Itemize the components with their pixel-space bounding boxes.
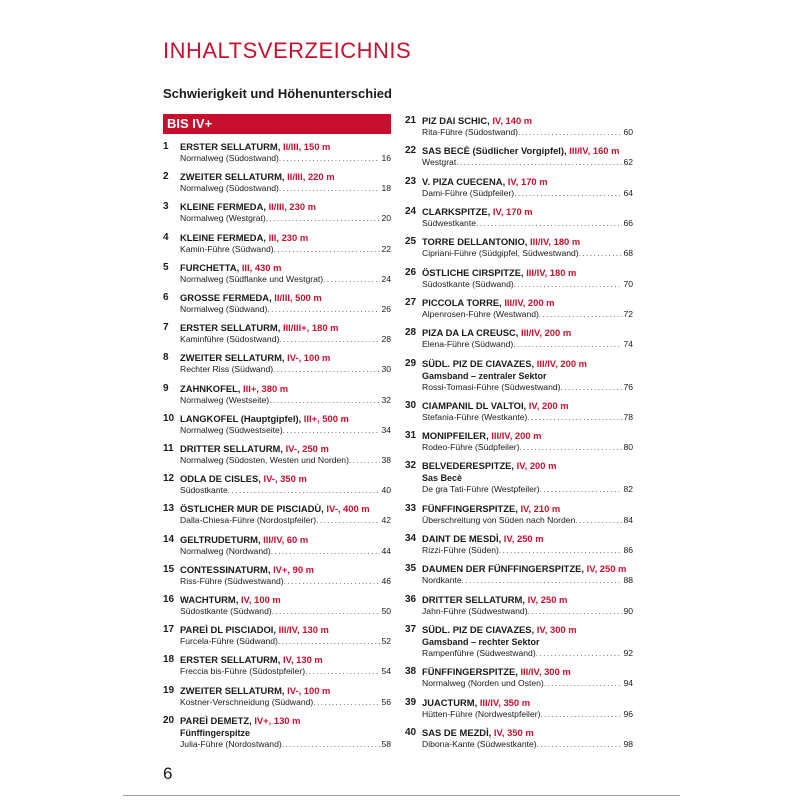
leader-dots: [272, 606, 381, 617]
entry-name: LANGKOFEL (Hauptgipfel),: [180, 412, 302, 424]
entry-grade: IV-, 250 m: [285, 443, 329, 455]
entry-grade: IV-, 100 m: [287, 352, 331, 364]
leader-dots: [266, 213, 381, 224]
entry-page: 96: [623, 708, 633, 719]
entry-route: Überschreitung von Süden nach Norden: [422, 514, 576, 525]
entry-number: 4: [163, 231, 169, 243]
entry-name: SÜDL. PIZ DE CIAVAZES,: [422, 624, 535, 635]
entry-grade: II/III, 220 m: [287, 171, 335, 183]
entry-name: PICCOLA TORRE,: [422, 296, 502, 308]
entry-grade: III+, 500 m: [303, 412, 349, 424]
entry-name: DRITTER SELLATURM,: [422, 593, 525, 605]
entry-route: Normalweg (Westgrat): [180, 213, 266, 224]
entry-name: DRITTER SELLATURM,: [180, 443, 283, 455]
entry-route: Furcela-Führe (Südwand): [180, 636, 278, 647]
entry-grade: IV, 300 m: [536, 624, 577, 635]
entry-number: 37: [405, 624, 417, 635]
leader-dots: [269, 395, 380, 406]
entry-number: 27: [405, 296, 417, 308]
entry-name: FÜNFFINGERSPITZE,: [422, 502, 518, 514]
leader-dots: [282, 739, 381, 750]
toc-entry[interactable]: [405, 726, 633, 750]
leader-dots: [284, 576, 381, 587]
entry-page: 18: [381, 183, 391, 194]
entry-grade: IV, 100 m: [240, 594, 281, 606]
entry-route: Julia-Führe (Nordostwand): [180, 738, 282, 749]
entry-grade: IV, 130 m: [282, 654, 323, 666]
entry-name: DAUMEN DER FÜNFFINGERSPITZE,: [422, 563, 584, 575]
leader-dots: [518, 127, 622, 138]
entry-number: 14: [163, 533, 175, 545]
leader-dots: [273, 364, 380, 375]
entry-number: 12: [163, 473, 175, 485]
entry-number: 18: [163, 654, 175, 666]
entry-grade: IV, 350 m: [493, 726, 534, 738]
entry-number: 17: [163, 624, 175, 636]
entry-number: 32: [405, 460, 417, 472]
leader-dots: [536, 648, 623, 659]
entry-grade: IV+, 130 m: [254, 714, 301, 726]
entry-route: Hütten-Führe (Nordwestpfeiler): [422, 708, 541, 719]
section-subtitle: Schwierigkeit und Höhenunterschied: [163, 86, 392, 101]
leader-dots: [349, 455, 380, 466]
entry-number: 23: [405, 175, 417, 187]
leader-dots: [561, 382, 623, 393]
entry-page: 94: [623, 678, 633, 689]
entry-number: 10: [163, 412, 175, 424]
entry-grade: III/IV, 130 m: [278, 624, 329, 636]
entry-name: FÜNFFINGERSPITZE,: [422, 666, 518, 678]
entry-name: WACHTURM,: [180, 594, 239, 606]
entry-name: ERSTER SELLATURM,: [180, 322, 281, 334]
entry-page: 66: [623, 217, 633, 228]
entry-page: 86: [623, 545, 633, 556]
entry-number: 36: [405, 593, 417, 605]
entry-name: ZWEITER SELLATURM,: [180, 352, 285, 364]
leader-dots: [323, 274, 380, 285]
entry-route: Südostkante: [180, 485, 228, 496]
entry-page: 80: [623, 442, 633, 453]
entry-grade: IV, 250 m: [503, 533, 544, 545]
entry-route: Rossi-Tomasi-Führe (Südwestwand): [422, 381, 561, 392]
toc-entry[interactable]: [405, 593, 633, 617]
toc-entry[interactable]: [163, 140, 391, 164]
entry-grade: III/IV, 200 m: [520, 327, 572, 339]
entry-name: GELTRUDETURM,: [180, 533, 261, 545]
toc-entry[interactable]: [163, 442, 391, 466]
toc-entry[interactable]: [405, 562, 633, 586]
entry-name: SÜDL. PIZ DE CIAVAZES,: [422, 357, 535, 369]
entry-number: 3: [163, 201, 169, 213]
entry-page: 24: [381, 273, 391, 284]
entry-page: 50: [381, 606, 391, 617]
entry-number: 7: [163, 322, 169, 334]
entry-grade: III/IV, 300 m: [520, 666, 571, 678]
entry-name: BELVEDERESPITZE,: [422, 460, 515, 472]
entry-number: 22: [405, 145, 417, 157]
entry-page: 16: [381, 153, 391, 163]
entry-route: Normalweg (Nordwand): [180, 545, 271, 556]
entry-name: ZWEITER SELLATURM,: [180, 171, 285, 183]
leader-dots: [271, 546, 381, 557]
entry-name: KLEINE FERMEDA,: [180, 201, 266, 213]
toc-column-left: [163, 114, 391, 750]
entry-route: Normalweg (Norden und Osten): [422, 678, 544, 689]
entry-grade: IV, 200 m: [528, 399, 569, 411]
entry-number: 39: [405, 696, 417, 708]
page-number: 6: [163, 764, 173, 783]
toc-entry[interactable]: [405, 235, 633, 259]
entry-name: ERSTER SELLATURM,: [180, 141, 281, 152]
leader-dots: [283, 425, 381, 436]
entry-route: Stefania-Führe (Westkante): [422, 411, 528, 422]
leader-dots: [499, 545, 623, 556]
entry-number: 30: [405, 399, 417, 411]
leader-dots: [527, 412, 622, 423]
entry-page: 56: [381, 696, 391, 707]
entry-number: 9: [163, 382, 169, 394]
entry-route: Kaminführe (Südostwand): [180, 334, 280, 345]
toc-entry[interactable]: [163, 563, 391, 587]
toc-entry[interactable]: [405, 144, 633, 168]
entry-page: 90: [623, 605, 633, 616]
entry-page: 58: [381, 738, 391, 749]
entry-number: 11: [163, 443, 174, 455]
entry-grade: III/IV, 60 m: [263, 533, 309, 545]
entry-extra: Gamsband – rechter Sektor: [422, 637, 540, 647]
entry-name: GROSSE FERMEDA,: [180, 292, 272, 304]
entry-grade: IV, 170 m: [492, 205, 533, 217]
entry-grade: III, 230 m: [268, 231, 309, 243]
entry-page: 70: [623, 278, 633, 289]
entry-route: Normalweg (Südosten, Westen und Norden): [180, 455, 349, 466]
entry-extra: Gamsband – zentraler Sektor: [422, 370, 547, 381]
entry-grade: IV+, 90 m: [273, 563, 314, 575]
entry-name: V. PIZA CUECENA,: [422, 175, 506, 187]
toc-entry[interactable]: [405, 326, 633, 350]
leader-dots: [537, 739, 623, 750]
leader-dots: [579, 248, 623, 259]
entry-route: Normalweg (Südwand): [180, 304, 268, 315]
entry-page: 60: [623, 127, 633, 137]
toc-entry[interactable]: [163, 502, 391, 526]
entry-grade: IV, 210 m: [520, 502, 561, 514]
toc-entry[interactable]: [405, 429, 633, 453]
entry-grade: III/III+, 180 m: [282, 322, 339, 334]
entry-name: ZAHNKOFEL,: [180, 382, 241, 394]
entry-number: 8: [163, 352, 169, 364]
entry-grade: IV, 170 m: [507, 175, 548, 187]
entry-page: 76: [623, 381, 633, 392]
entry-page: 40: [381, 485, 391, 496]
leader-dots: [540, 484, 623, 495]
entry-number: 16: [163, 594, 175, 606]
entry-number: 24: [405, 205, 417, 217]
entry-page: 68: [623, 248, 633, 259]
entry-name: TORRE DELLANTONIO,: [422, 236, 528, 248]
entry-name: JUACTURM,: [422, 696, 478, 708]
leader-dots: [278, 636, 381, 647]
leader-dots: [279, 153, 381, 164]
entry-name: ÖSTLICHE CIRSPITZE,: [422, 266, 524, 278]
entry-name: ÖSTLICHER MUR DE PISCIADÙ,: [180, 503, 324, 515]
entry-grade: III/IV, 180 m: [530, 236, 581, 248]
entry-number: 2: [163, 171, 169, 183]
entry-name: ERSTER SELLATURM,: [180, 654, 281, 666]
entry-page: 30: [381, 364, 391, 375]
entry-route: Elena-Führe (Südwand): [422, 339, 514, 350]
entry-number: 38: [405, 666, 417, 678]
entry-number: 33: [405, 502, 417, 514]
entry-page: 62: [623, 157, 633, 168]
entry-page: 54: [381, 666, 391, 677]
entry-route: Normalweg (Südflanke und Westgrat): [180, 273, 324, 284]
entry-grade: III+, 380 m: [243, 382, 289, 394]
toc-entry[interactable]: [405, 665, 633, 689]
entry-route: Kostner-Verschneidung (Südwand): [180, 696, 314, 707]
toc-entry[interactable]: [405, 357, 633, 393]
toc-entry[interactable]: [405, 459, 633, 495]
toc-entry[interactable]: [163, 382, 391, 406]
leader-dots: [228, 485, 381, 496]
toc-entry[interactable]: [163, 351, 391, 375]
entry-extra: Fünffingerspitze: [180, 727, 250, 738]
entry-name: CONTESSINATURM,: [180, 563, 271, 575]
toc-entry[interactable]: [163, 684, 391, 708]
entry-number: 28: [405, 327, 417, 339]
toc-entry[interactable]: [405, 399, 633, 423]
entry-grade: IV, 200 m: [516, 460, 557, 472]
entry-page: 38: [381, 455, 391, 466]
entry-number: 35: [405, 563, 417, 575]
leader-dots: [274, 244, 381, 255]
toc-entry[interactable]: [163, 231, 391, 255]
entry-grade: IV, 140 m: [492, 115, 533, 126]
entry-name: MONIPFEILER,: [422, 430, 489, 442]
entry-grade: III/IV, 350 m: [479, 696, 531, 708]
entry-name: ZWEITER SELLATURM,: [180, 684, 285, 696]
entry-number: 29: [405, 357, 417, 369]
entry-number: 19: [163, 684, 175, 696]
page-title: INHALTSVERZEICHNIS: [163, 38, 412, 63]
leader-dots: [313, 697, 380, 708]
leader-dots: [316, 515, 380, 526]
section-header: BIS IV+: [163, 114, 391, 134]
entry-page: 84: [623, 514, 633, 525]
entry-route: Dibona-Kante (Südwestkante): [422, 738, 537, 749]
entry-route: Riss-Führe (Südwestwand): [180, 575, 284, 586]
entry-page: 28: [381, 334, 391, 345]
entry-name: CLARKSPITZE,: [422, 205, 491, 217]
entry-number: 20: [163, 714, 175, 726]
entry-name: KLEINE FERMEDA,: [180, 231, 266, 243]
toc-entry[interactable]: [405, 296, 633, 320]
leader-dots: [476, 218, 622, 229]
leader-dots: [528, 606, 623, 617]
entry-grade: II/III, 500 m: [274, 292, 322, 304]
entry-number: 6: [163, 292, 169, 304]
entry-name: PAREÌ DEMETZ,: [180, 714, 252, 726]
entry-route: Rechter Riss (Südwand): [180, 364, 274, 375]
entry-name: FURCHETTA,: [180, 261, 240, 273]
entry-page: 22: [381, 243, 391, 254]
entry-route: Normalweg (Südostwand): [180, 183, 279, 194]
entry-route: Kamin-Führe (Südwand): [180, 243, 274, 254]
entry-page: 92: [623, 648, 633, 658]
entry-route: Rizzi-Führe (Süden): [422, 545, 499, 556]
entry-grade: IV-, 100 m: [287, 684, 331, 696]
leader-dots: [514, 279, 623, 290]
entry-grade: III/IV, 200 m: [491, 430, 542, 442]
entry-page: 98: [623, 738, 633, 749]
entry-name: PAREÌ DL PISCIADOI,: [180, 624, 277, 636]
entry-name: PIZA DA LA CREUSC,: [422, 327, 519, 339]
entry-page: 52: [381, 636, 391, 647]
entry-number: 40: [405, 726, 417, 738]
entry-grade: III/IV, 180 m: [526, 266, 577, 278]
entry-grade: IV-, 350 m: [263, 473, 307, 485]
toc-entry[interactable]: [405, 205, 633, 229]
toc-entry[interactable]: [163, 653, 391, 677]
toc-entry[interactable]: [163, 412, 391, 436]
entry-name: SAS DE MEZDÌ,: [422, 726, 492, 738]
leader-dots: [305, 666, 380, 677]
toc-entry[interactable]: [163, 593, 391, 617]
entry-name: SAS BECÈ (Südlicher Vorgipfel),: [422, 145, 567, 157]
entry-name: ODLA DE CISLES,: [180, 473, 261, 485]
entry-route: Normalweg (Südostwand): [180, 153, 279, 163]
toc-entry[interactable]: [405, 623, 633, 659]
toc-entry[interactable]: [163, 714, 391, 750]
leader-dots: [279, 183, 381, 194]
toc-entry[interactable]: [405, 696, 633, 720]
entry-name: PIZ DAI SCHIC,: [422, 115, 490, 126]
entry-number: 21: [405, 115, 417, 126]
entry-number: 1: [163, 141, 169, 152]
entry-page: 44: [381, 545, 391, 556]
entry-route: Nordkante: [422, 575, 462, 586]
entry-page: 26: [381, 304, 391, 315]
leader-dots: [514, 188, 622, 199]
toc-entry[interactable]: [163, 623, 391, 647]
entry-route: Normalweg (Westseite): [180, 394, 270, 405]
leader-dots: [462, 575, 623, 586]
toc-entry[interactable]: [405, 175, 633, 199]
entry-route: Rampenführe (Südwestwand): [422, 648, 536, 658]
entry-route: Südostkante (Südwand): [180, 606, 272, 617]
entry-grade: III/IV, 160 m: [569, 145, 620, 157]
toc-entry[interactable]: [163, 321, 391, 345]
entry-route: Cipriani-Führe (Südgipfel, Südwestwand): [422, 248, 579, 259]
entry-name: CIAMPANIL DL VALTOI,: [422, 399, 527, 411]
entry-page: 46: [381, 575, 391, 586]
entry-grade: III, 430 m: [241, 261, 282, 273]
entry-page: 42: [381, 515, 391, 526]
entry-route: Westgrat: [422, 157, 457, 168]
entry-route: Südostkante (Südwand): [422, 278, 514, 289]
entry-page: 78: [623, 411, 633, 422]
entry-page: 34: [381, 424, 391, 435]
entry-number: 13: [163, 503, 175, 515]
entry-route: Dami-Führe (Südpfeiler): [422, 187, 515, 198]
entry-page: 32: [381, 394, 391, 405]
entry-number: 5: [163, 261, 169, 273]
toc-entry[interactable]: [163, 261, 391, 285]
toc-entry[interactable]: [163, 472, 391, 496]
entry-route: Rita-Führe (Südostwand): [422, 127, 519, 137]
entry-route: Südwestkante: [422, 217, 476, 228]
entry-grade: II/III, 230 m: [268, 201, 316, 213]
entry-number: 25: [405, 236, 417, 248]
entry-page: 88: [623, 575, 633, 586]
toc-entry[interactable]: [163, 170, 391, 194]
entry-grade: IV, 250 m: [527, 593, 568, 605]
entry-route: Dalla-Chiesa-Führe (Nordostpfeiler): [180, 515, 317, 526]
leader-dots: [513, 339, 622, 350]
entry-number: 31: [405, 430, 417, 442]
entry-route: Rodeo-Führe (Südpfeiler): [422, 442, 520, 453]
entry-route: Alpenrosen-Führe (Westwand): [422, 308, 539, 319]
entry-page: 20: [381, 213, 391, 224]
entry-route: Normalweg (Südwestseite): [180, 424, 283, 435]
entry-route: Freccia bis-Führe (Südostpfeiler): [180, 666, 306, 677]
leader-dots: [279, 334, 380, 345]
bottom-rule: [123, 795, 680, 796]
entry-extra: Sas Becè: [422, 473, 463, 484]
leader-dots: [544, 678, 623, 689]
toc-entry[interactable]: [405, 266, 633, 290]
entry-route: De gra Tati-Führe (Westpfeiler): [422, 484, 540, 495]
entry-number: 34: [405, 533, 417, 545]
leader-dots: [267, 304, 380, 315]
entry-page: 64: [623, 187, 633, 198]
leader-dots: [519, 442, 622, 453]
toc-entry[interactable]: [163, 533, 391, 557]
entry-route: Jahn-Führe (Südwestwand): [422, 605, 528, 616]
leader-dots: [575, 515, 622, 526]
entry-grade: III/IV, 200 m: [536, 357, 587, 369]
entry-page: 82: [623, 484, 633, 495]
entry-page: 72: [623, 308, 633, 319]
toc-entry[interactable]: [163, 200, 391, 224]
entry-grade: IV-, 400 m: [326, 503, 370, 515]
entry-number: 26: [405, 266, 417, 278]
entry-grade: II/III, 150 m: [282, 141, 331, 152]
toc-entry[interactable]: [405, 532, 633, 556]
toc-entry[interactable]: [405, 502, 633, 526]
toc-entry[interactable]: [405, 114, 633, 138]
entry-page: 74: [623, 339, 633, 350]
leader-dots: [540, 709, 622, 720]
toc-entry[interactable]: [163, 291, 391, 315]
leader-dots: [539, 309, 623, 320]
entry-number: 15: [163, 563, 175, 575]
entry-name: DAINT DE MESDÌ,: [422, 533, 502, 545]
entry-grade: IV, 250 m: [586, 563, 627, 575]
entry-grade: III/IV, 200 m: [504, 296, 555, 308]
toc-column-right: [405, 114, 633, 750]
leader-dots: [456, 157, 622, 168]
